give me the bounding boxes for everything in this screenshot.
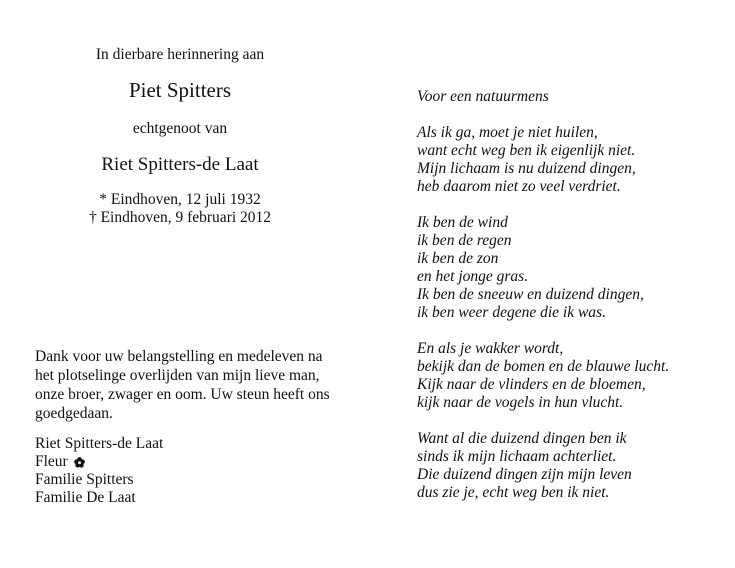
poem-line: kijk naar de vogels in hun vlucht. — [417, 394, 624, 411]
signer: Riet Spitters-de Laat — [35, 435, 164, 452]
poem-line: want echt weg ben ik eigenlijk niet. — [417, 142, 636, 159]
poem-line: Kijk naar de vlinders en de bloemen, — [417, 376, 646, 393]
poem-line: Ik ben de sneeuw en duizend dingen, — [417, 286, 644, 303]
life-dates — [30, 191, 330, 227]
poem-line: En als je wakker wordt, — [417, 340, 564, 357]
signer-fleur — [35, 453, 345, 471]
poem-line: ik ben weer degene die ik was. — [417, 304, 606, 321]
poem-title: Voor een natuurmens — [417, 88, 549, 105]
poem-stanza — [417, 340, 717, 412]
poem-line: ik ben de zon — [417, 250, 499, 267]
signer: Familie Spitters — [35, 471, 134, 488]
poem-stanzas — [417, 124, 717, 502]
birth-date: * Eindhoven, 12 juli 1932 — [99, 191, 261, 208]
poem-line: dus zie je, echt weg ben ik niet. — [417, 484, 610, 501]
poem-line: Want al die duizend dingen ben ik — [417, 430, 627, 447]
spouse-name: Riet Spitters-de Laat — [101, 154, 259, 175]
deceased-name: Piet Spitters — [128, 78, 232, 102]
poem-line: Ik ben de wind — [417, 214, 508, 231]
signer-name: Fleur — [35, 453, 68, 470]
spouse-label: echtgenoot van — [132, 120, 228, 137]
poem-line: Die duizend dingen zijn mijn leven — [417, 466, 632, 483]
poem-line: ik ben de regen — [417, 232, 512, 249]
poem-line: Mijn lichaam is nu duizend dingen, — [417, 160, 636, 177]
poem-stanza — [417, 430, 717, 502]
poem-line: en het jonge gras. — [417, 268, 529, 285]
flower-icon — [74, 457, 85, 468]
poem-stanza — [417, 124, 717, 196]
poem — [417, 88, 717, 520]
intro-text: In dierbare herinnering aan — [95, 46, 265, 63]
thanks-paragraph: Dank voor uw belangstelling en medeleven na het plotselinge overlijden van mijn lieve man, onze broer, zwager en oom. Uw steun heeft ons goedgedaan. — [35, 348, 330, 422]
poem-line: heb daarom niet zo veel verdriet. — [417, 178, 621, 195]
poem-line: bekijk dan de bomen en de blauwe lucht. — [417, 358, 670, 375]
poem-line: sinds ik mijn lichaam achterliet. — [417, 448, 617, 465]
left-panel — [30, 45, 360, 227]
death-date: † Eindhoven, 9 februari 2012 — [88, 209, 272, 226]
poem-line: Als ik ga, moet je niet huilen, — [417, 124, 598, 141]
signer: Familie De Laat — [35, 489, 136, 506]
signers-list — [35, 435, 345, 507]
poem-stanza — [417, 214, 717, 322]
